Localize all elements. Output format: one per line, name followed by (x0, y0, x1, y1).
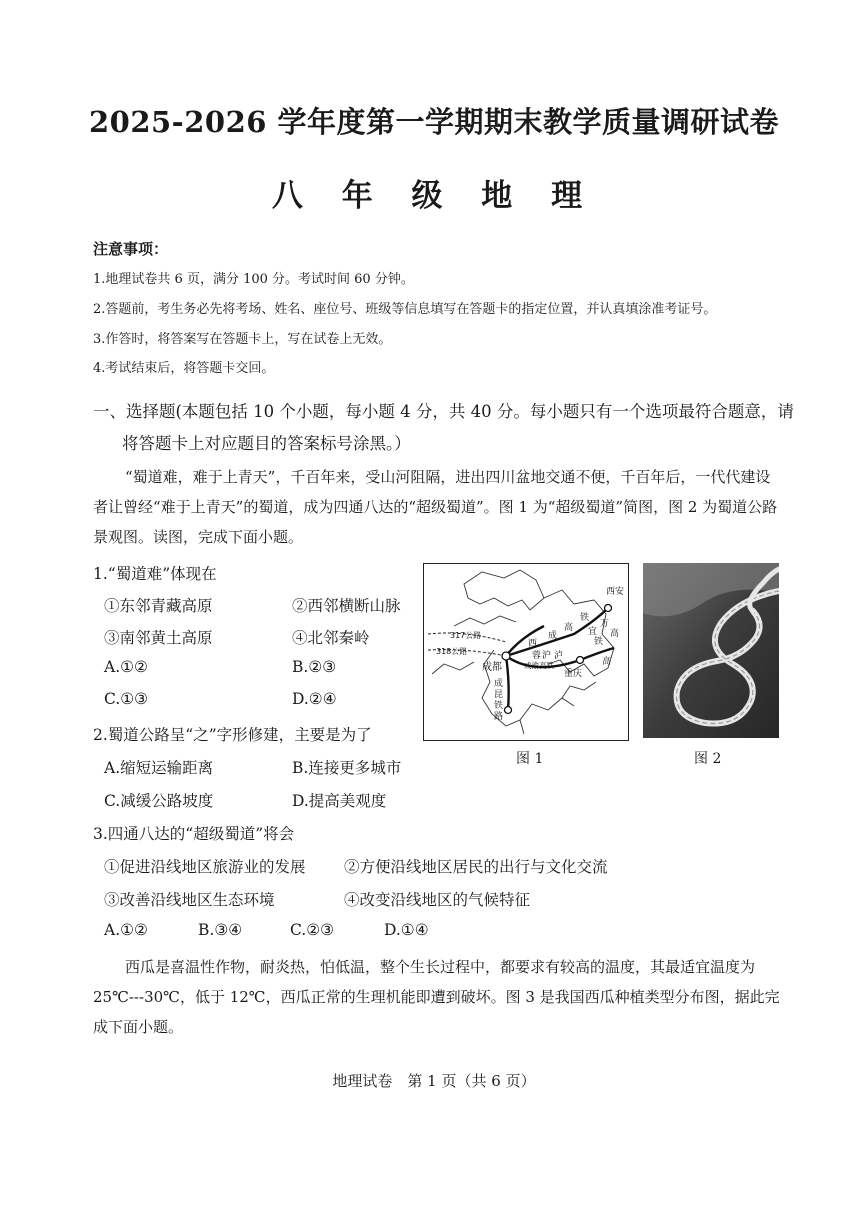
map-label-tie2: 铁 (594, 637, 604, 647)
q3-statement-1: ①促进沿线地区旅游业的发展 (104, 858, 306, 876)
q1-option-b: B.②③ (292, 658, 337, 676)
map-label-chengkun-4: 路 (494, 712, 504, 722)
q2-option-b: B.连接更多城市 (292, 759, 402, 777)
map-label-chengdu: 成都 (482, 662, 502, 673)
page-footer: 地理试卷 第 1 页（共 6 页） (332, 1072, 536, 1090)
city-xian-marker (605, 605, 612, 612)
map-label-xicheng: 西 (528, 639, 538, 649)
map-label-road318: 318公路 (436, 647, 468, 656)
map-label-gao3: 高 (610, 629, 620, 639)
q1-option-c: C.①③ (104, 690, 149, 708)
map-label-chengkun-1: 成 (494, 679, 504, 689)
passage-shudao: “蜀道难，难于上青天”，千百年来，受山河阻隔，进出四川盆地交通不便，千百年后，一代代建设者让曾经“难于上青天”的蜀道，成为四通八达的“超级蜀道”。图 1 为“超级蜀道”简图，图 2 为蜀道公路景观图。读图，完成下面小题。 (93, 468, 778, 546)
q3-option-a: A.①② (104, 921, 148, 939)
note-item: 4.考试结束后，将答题卡交回。 (93, 361, 275, 376)
q3-option-d: D.①④ (384, 921, 429, 939)
map-label-chengkun-2: 昆 (494, 690, 504, 700)
map-label-chengyu: 成渝高铁 (524, 661, 554, 670)
city-chongqing-marker (577, 657, 584, 664)
note-item: 1.地理试卷共 6 页，满分 100 分。考试时间 60 分钟。 (93, 272, 414, 287)
q1-statement-3: ③南邻黄土高原 (104, 629, 213, 647)
q3-option-b: B.③④ (198, 921, 243, 939)
q1-statement-2: ②西邻横断山脉 (292, 597, 401, 615)
figure-1-caption: 图 1 (516, 751, 544, 767)
road-photo-illustration (643, 563, 779, 738)
q2-option-a: A.缩短运输距离 (104, 759, 214, 777)
figure-2-caption: 图 2 (694, 751, 722, 767)
q2-option-c: C.减缓公路坡度 (104, 792, 214, 810)
q1-option-a: A.①② (104, 658, 148, 676)
figure-2-photo (643, 563, 779, 738)
q1-statement-1: ①东邻青藏高原 (104, 597, 213, 615)
map-label-tie: 铁 (580, 613, 590, 623)
map-label-lu: 泸 (554, 651, 564, 661)
map-label-cheng: 成 (548, 631, 558, 641)
figure-1-map (423, 563, 629, 741)
section-heading: 一、选择题(本题包括 10 个小题，每小题 4 分，共 40 分。每小题只有一个选项最符合题意，请 (93, 402, 794, 421)
map-label-yi: 宜 (588, 627, 598, 637)
map-label-chongqing: 重庆 (564, 669, 583, 679)
map-label-hu: 沪 (542, 651, 552, 661)
shudao-map (424, 564, 628, 740)
q3-statement-3: ③改善沿线地区生态环境 (104, 891, 275, 909)
exam-title: 2025-2026 学年度第一学期期末教学质量调研试卷 (88, 105, 780, 139)
subject-title: 八 年 级 地 理 (271, 178, 597, 214)
note-item: 2.答题前，考生务必先将考场、姓名、座位号、班级等信息填写在答题卡的指定位置，并认真填涂准考证号。 (93, 302, 717, 317)
city-chengdu-marker (502, 652, 510, 660)
section-heading-cont: 将答题卡上对应题目的答案标号涂黑。） (122, 434, 411, 453)
city-kunming-marker (505, 707, 512, 714)
notes-heading: 注意事项： (93, 240, 169, 258)
map-label-wan: 万 (600, 619, 610, 629)
q3-statement-4: ④改变沿线地区的气候特征 (344, 891, 531, 909)
q1-option-d: D.②④ (292, 690, 337, 708)
q2-option-d: D.提高美观度 (292, 792, 387, 810)
map-label-xian: 西安 (606, 587, 625, 597)
map-label-road317: 317公路 (450, 631, 482, 640)
q3-stem: 3.四通八达的“超级蜀道”将会 (93, 825, 295, 843)
q2-stem: 2.蜀道公路呈“之”字形修建，主要是为了 (93, 726, 372, 744)
map-label-gao2: 高 (602, 657, 612, 667)
note-item: 3.作答时，将答案写在答题卡上，写在试卷上无效。 (93, 332, 392, 347)
q1-stem: 1.“蜀道难”体现在 (93, 565, 217, 583)
q3-statement-2: ②方便沿线地区居民的出行与文化交流 (344, 858, 608, 876)
map-label-gao: 高 (564, 623, 574, 633)
map-label-rong: 蓉 (532, 651, 542, 661)
q3-option-c: C.②③ (290, 921, 335, 939)
map-label-chengkun-3: 铁 (494, 701, 504, 711)
q1-statement-4: ④北邻秦岭 (292, 629, 370, 647)
passage-watermelon: 西瓜是喜温性作物，耐炎热，怕低温，整个生长过程中，都要求有较高的温度，其最适宜温度为 25℃---30℃，低于 12℃，西瓜正常的生理机能即遭到破坏。图 3 是我国西瓜种植类型分布图，据此完成下面小题。 (93, 958, 780, 1036)
